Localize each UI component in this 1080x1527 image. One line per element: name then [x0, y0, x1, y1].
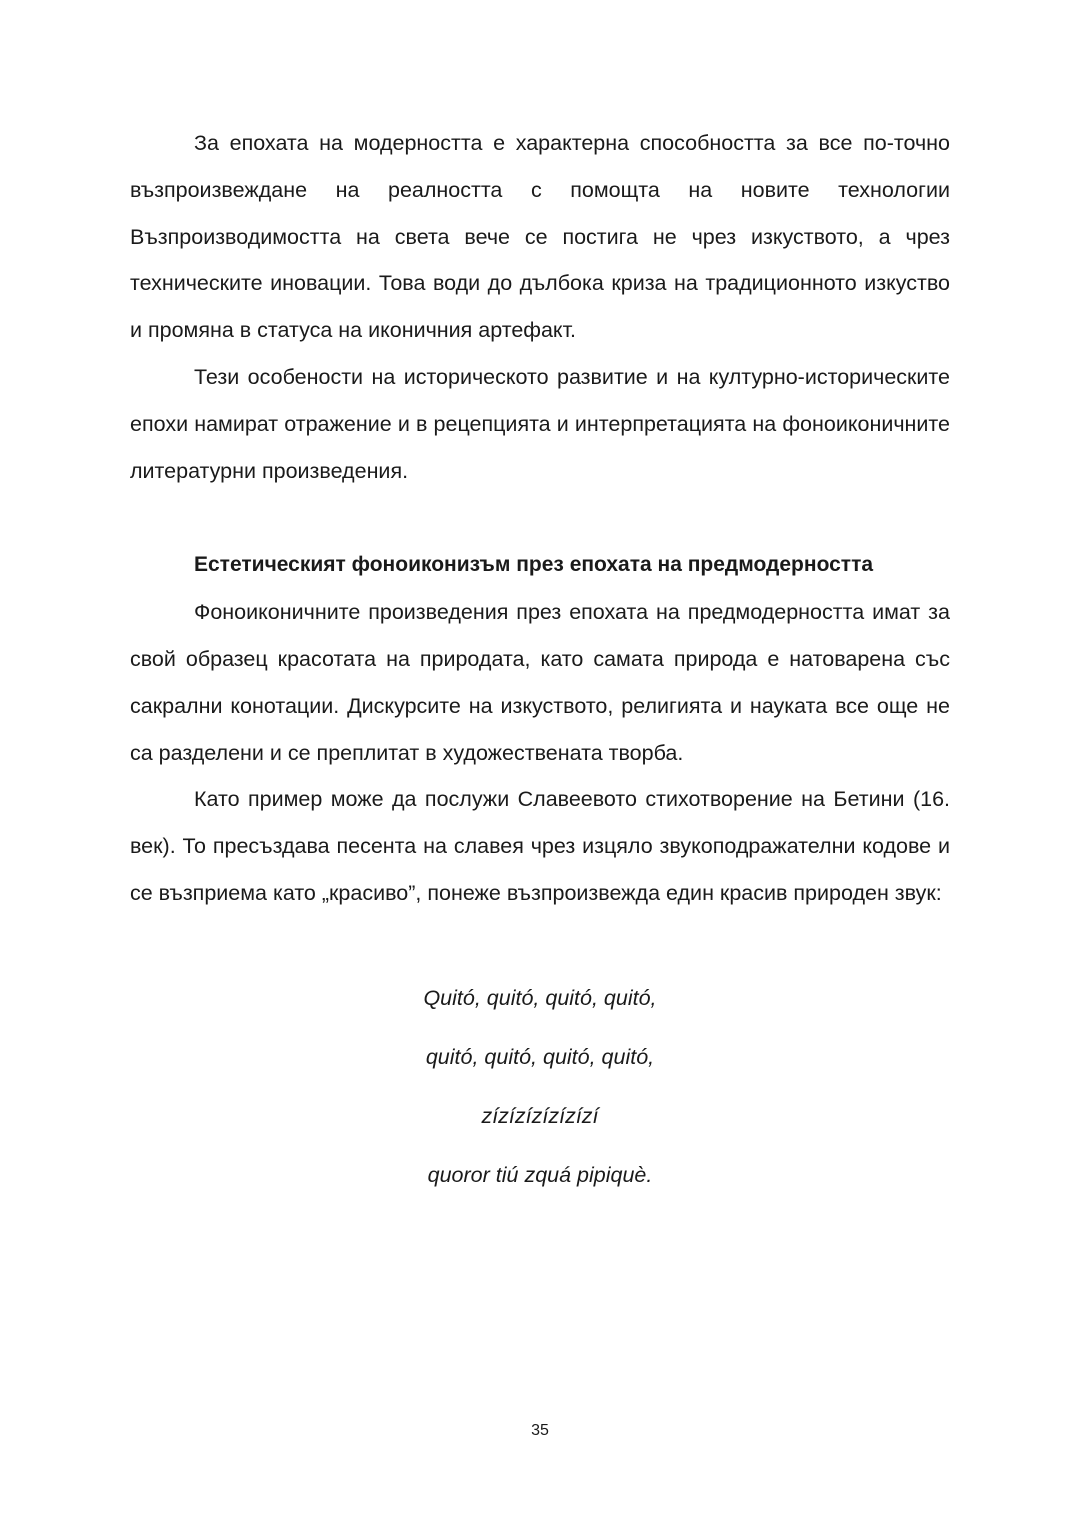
paragraph-bettini-example: Като пример може да послужи Славеевото стихотворение на Бетини (16. век). То пресъздава песента на славея чрез изцяло звукоподражателни кодове и се възприема като „красиво”, понеже възпроизвежда един красив природен звук: — [130, 787, 950, 905]
document-page — [130, 120, 950, 1205]
section-heading: Естетическият фоноиконизъм през епохата на предмодерността — [194, 553, 874, 577]
poem-line: quoror tiú zquá pipiquè. — [427, 1162, 653, 1187]
poem-line: quitó, quitó, quitó, quitó, — [425, 1044, 655, 1069]
poem-line: Quitó, quitó, quitó, quitó, — [423, 985, 657, 1010]
paragraph-modernity: За епохата на модерността е характерна способността за все по-точно възпроизвеждане на реалността с помощта на новите технологии Възпроизводимостта на света вече се постига не чрез изкуството, а чрез техническите иновации. Това води до дълбока криза на традиционното изкуство и промяна в статуса на иконичния артефакт. — [130, 131, 950, 343]
spacer — [130, 917, 950, 969]
paragraph-premodern-works: Фоноиконичните произведения през епохата на предмодерността имат за свой образец красотата на природата, като самата природа е натоварена със сакрални конотации. Дискурсите на изкуството, религията и науката все още не са разделени и се преплитат в художествената творба. — [130, 600, 950, 765]
paragraph-historical-features: Тези особености на историческото развитие и на културно-историческите епохи намират отражение и в рецепцията и интерпретацията на фоноиконичните литературни произведения. — [130, 364, 950, 483]
poem-quote — [130, 969, 950, 1205]
spacer — [130, 494, 950, 542]
page-number: 35 — [531, 1422, 549, 1439]
poem-line: zízízízízízízí — [481, 1103, 599, 1128]
